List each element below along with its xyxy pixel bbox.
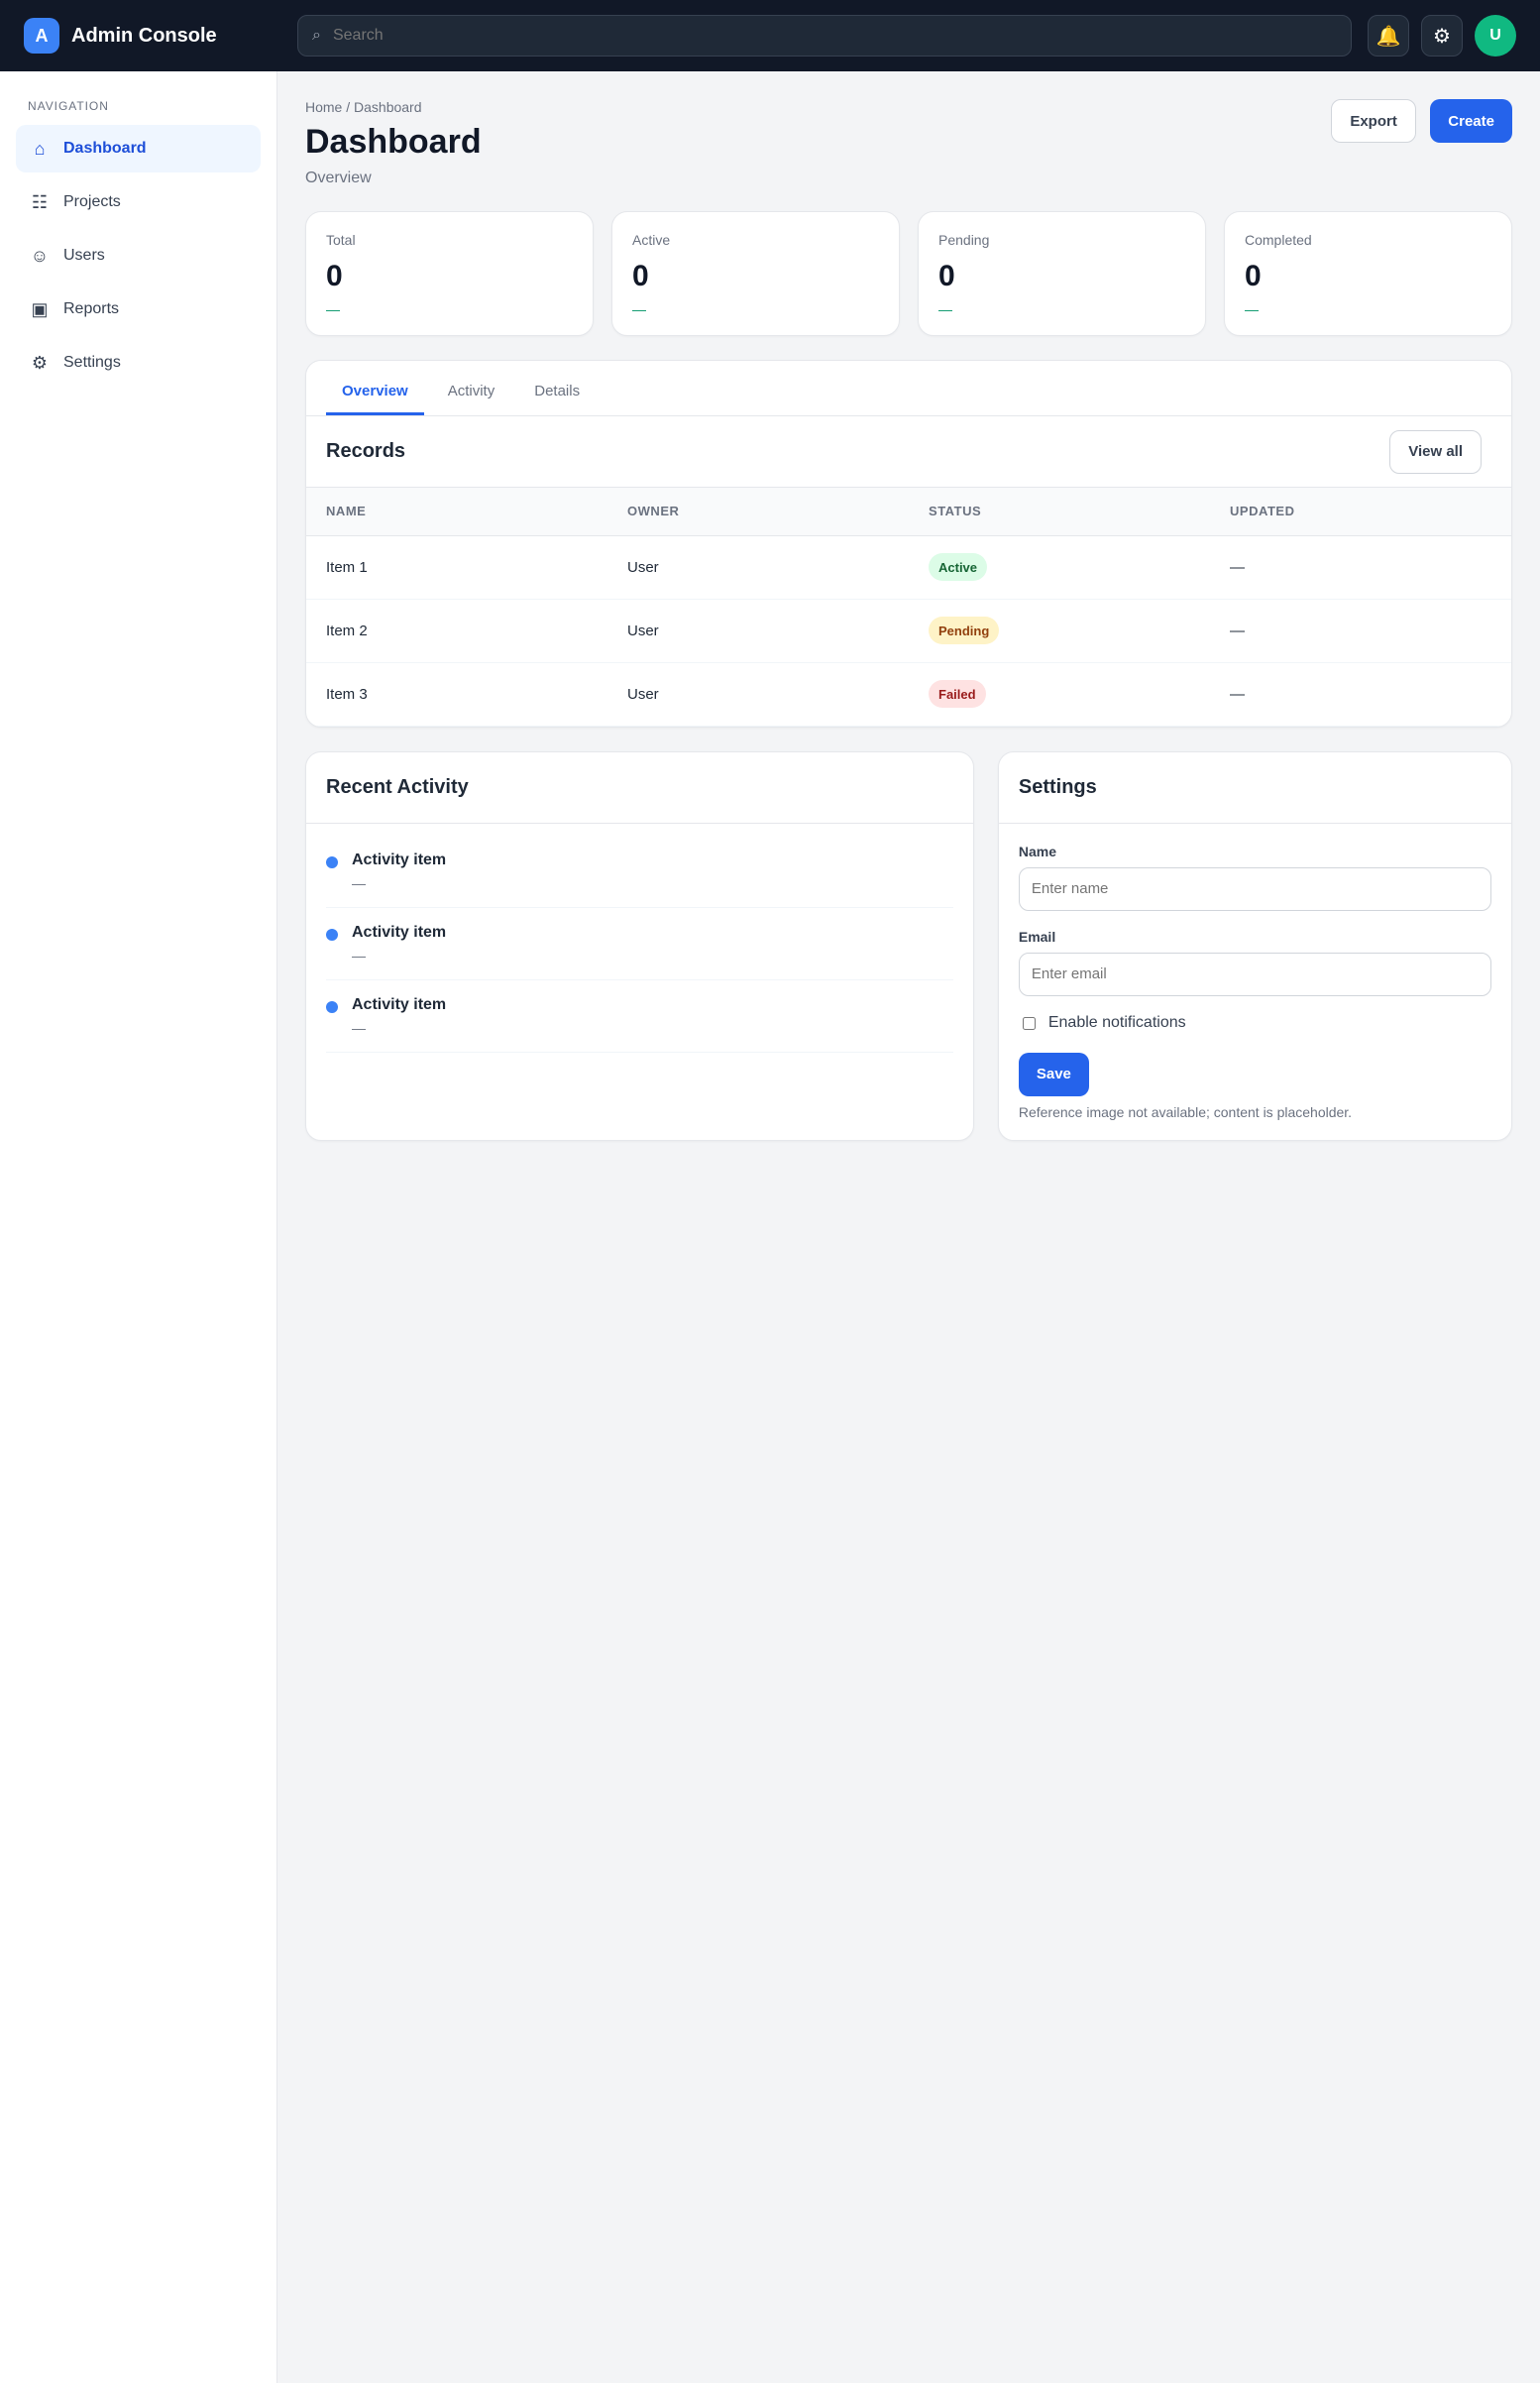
notifications-checkbox[interactable] xyxy=(1023,1017,1036,1030)
activity-item-title: Activity item xyxy=(352,851,447,868)
sidebar-item-label: Projects xyxy=(63,193,121,210)
stat-card xyxy=(1224,211,1512,336)
row-updated: — xyxy=(1210,599,1511,662)
activity-item-time: — xyxy=(352,1019,366,1036)
settings-panel xyxy=(998,751,1512,1141)
activity-dot-icon xyxy=(326,1001,338,1013)
avatar[interactable]: U xyxy=(1475,15,1516,57)
app-body xyxy=(0,71,1540,2383)
tab-activity[interactable]: Activity xyxy=(447,383,495,399)
settings-form xyxy=(999,824,1511,1140)
view-all-button[interactable]: View all xyxy=(1389,430,1482,474)
activity-content xyxy=(352,996,446,1036)
page-subtitle: Overview xyxy=(305,170,372,186)
search-icon: ⌕ xyxy=(312,27,321,44)
users-icon: ☺ xyxy=(30,245,50,266)
stat-value: 0 xyxy=(938,260,955,292)
column-name-header[interactable]: NAME xyxy=(306,488,607,535)
notification-icon-button[interactable]: 🔔 xyxy=(1368,15,1409,57)
notifications-checkbox-row[interactable] xyxy=(1019,1014,1491,1033)
activity-list xyxy=(306,824,973,1073)
search-container[interactable] xyxy=(297,15,1352,57)
placeholder-note: Reference image not available; content is placeholder. xyxy=(1018,1103,1353,1120)
sidebar-item-label: Dashboard xyxy=(63,140,147,157)
stat-value: 0 xyxy=(632,260,649,292)
app-title: Admin Console xyxy=(71,24,217,47)
row-status xyxy=(909,535,1210,599)
main-content xyxy=(277,71,1540,2383)
email-label: Email xyxy=(1018,928,1056,945)
notifications-checkbox-label: Enable notifications xyxy=(1047,1014,1186,1031)
sidebar-item-settings[interactable] xyxy=(16,339,261,387)
activity-content xyxy=(352,924,446,964)
page-title: Dashboard xyxy=(305,123,482,161)
column-status-header[interactable]: STATUS xyxy=(909,488,1210,535)
activity-dot-icon xyxy=(326,856,338,868)
table-row[interactable] xyxy=(306,535,1511,599)
records-panel xyxy=(305,360,1512,728)
table-header xyxy=(306,488,1511,535)
settings-panel-header xyxy=(999,752,1511,824)
dashboard-icon: ⌂ xyxy=(34,138,46,159)
tabs xyxy=(306,361,1511,416)
row-updated: — xyxy=(1210,662,1511,726)
sidebar-item-label: Users xyxy=(63,247,105,264)
status-badge: Pending xyxy=(929,617,999,644)
row-status xyxy=(909,599,1210,662)
sidebar-section-title: NAVIGATION xyxy=(28,99,109,113)
row-status xyxy=(909,662,1210,726)
sidebar-item-users[interactable] xyxy=(16,232,261,280)
row-owner: User xyxy=(607,662,909,726)
records-title: Records xyxy=(326,440,406,462)
status-badge: Failed xyxy=(929,680,986,708)
activity-item[interactable] xyxy=(326,980,953,1053)
column-updated-header[interactable]: UPDATED xyxy=(1210,488,1511,535)
table-row[interactable] xyxy=(306,599,1511,662)
activity-item-time: — xyxy=(352,947,366,964)
stat-card xyxy=(918,211,1206,336)
activity-content xyxy=(352,851,446,891)
stat-label: Completed xyxy=(1245,232,1312,248)
top-bar xyxy=(0,0,1540,71)
breadcrumb: Home / Dashboard xyxy=(305,99,422,115)
table-row[interactable] xyxy=(306,662,1511,726)
row-name: Item 2 xyxy=(306,599,607,662)
page-heading-group xyxy=(305,99,482,187)
settings-icon: ⚙ xyxy=(31,352,49,373)
activity-item[interactable] xyxy=(326,836,953,908)
row-owner: User xyxy=(607,599,909,662)
records-panel-header xyxy=(306,416,1511,488)
page-header xyxy=(305,99,1512,187)
create-button[interactable]: Create xyxy=(1430,99,1512,143)
activity-item[interactable] xyxy=(326,908,953,980)
tab-details[interactable]: Details xyxy=(534,383,581,399)
stat-label: Pending xyxy=(938,232,990,248)
activity-item-time: — xyxy=(352,874,366,891)
header-actions xyxy=(1331,99,1512,143)
stat-label: Active xyxy=(632,232,671,248)
sidebar-item-dashboard[interactable] xyxy=(16,125,261,172)
stat-card xyxy=(305,211,594,336)
sidebar-item-reports[interactable] xyxy=(16,285,261,333)
activity-item-title: Activity item xyxy=(352,923,447,941)
activity-item-title: Activity item xyxy=(352,995,447,1013)
stat-change: — xyxy=(632,301,646,317)
stat-value: 0 xyxy=(326,260,343,292)
activity-panel-header xyxy=(306,752,973,824)
column-owner-header[interactable]: OWNER xyxy=(607,488,909,535)
stat-value: 0 xyxy=(1245,260,1262,292)
row-name: Item 3 xyxy=(306,662,607,726)
table-header-row xyxy=(306,488,1511,535)
records-table xyxy=(306,488,1511,727)
topbar-actions xyxy=(1368,15,1516,57)
name-label: Name xyxy=(1018,843,1056,859)
stat-change: — xyxy=(1245,301,1259,317)
sidebar-item-projects[interactable] xyxy=(16,178,261,226)
sidebar xyxy=(0,71,277,2383)
stat-change: — xyxy=(938,301,952,317)
search-input[interactable] xyxy=(331,26,1337,46)
row-updated: — xyxy=(1210,535,1511,599)
email-field[interactable] xyxy=(1019,953,1491,996)
stat-card xyxy=(611,211,900,336)
status-badge: Active xyxy=(929,553,987,581)
sidebar-item-label: Reports xyxy=(63,300,120,317)
export-button[interactable]: Export xyxy=(1331,99,1416,143)
row-name: Item 1 xyxy=(306,535,607,599)
lower-content-grid xyxy=(305,751,1512,1165)
brand xyxy=(24,18,281,54)
name-field[interactable] xyxy=(1019,867,1491,911)
settings-title: Settings xyxy=(1018,775,1097,798)
projects-icon: ☷ xyxy=(31,191,49,212)
reports-icon: ▣ xyxy=(31,298,49,319)
sidebar-item-label: Settings xyxy=(63,354,121,371)
tab-overview[interactable]: Overview xyxy=(326,370,424,415)
stats-grid xyxy=(305,211,1512,336)
stat-change: — xyxy=(326,301,340,317)
table-body xyxy=(306,535,1511,726)
settings-icon-button[interactable]: ⚙ xyxy=(1421,15,1463,57)
stat-label: Total xyxy=(326,232,356,248)
activity-panel xyxy=(305,751,974,1141)
activity-dot-icon xyxy=(326,929,338,941)
save-button[interactable]: Save xyxy=(1019,1053,1089,1096)
app-logo: A xyxy=(24,18,59,54)
activity-title: Recent Activity xyxy=(326,775,469,798)
row-owner: User xyxy=(607,535,909,599)
